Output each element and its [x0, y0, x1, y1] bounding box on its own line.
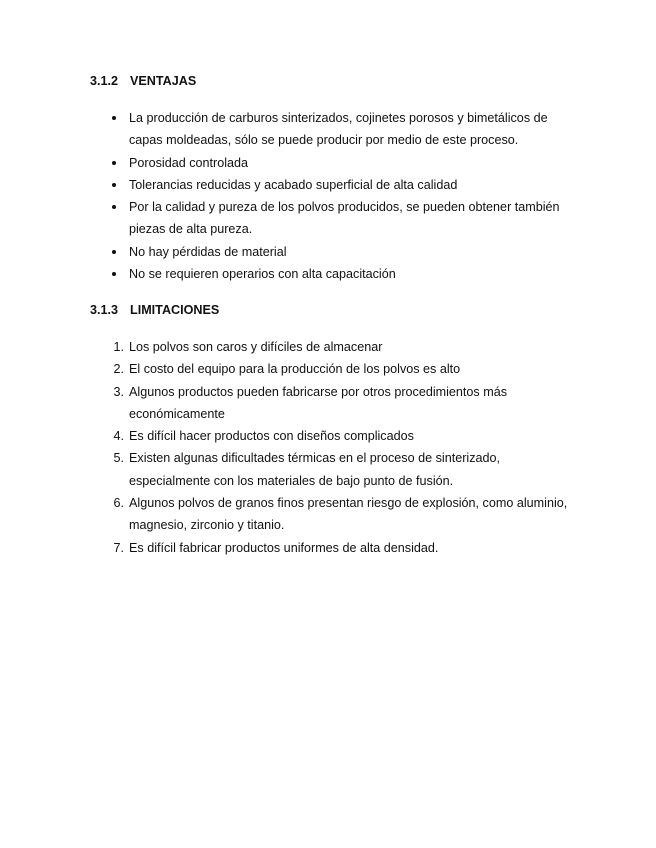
list-item-text: La producción de carburos sinterizados, cojinetes porosos y bimetálicos de capas moldeadas, sólo se puede producir por medio de este proceso. — [129, 111, 548, 148]
section-title: VENTAJAS — [130, 74, 197, 88]
list-item — [0, 152, 569, 174]
section-heading-limitaciones — [90, 303, 219, 317]
list-item — [0, 196, 569, 241]
list-item — [0, 381, 569, 426]
list-item-text: Algunos polvos de granos finos presentan riesgo de explosión, como aluminio, magnesio, zirconio y titanio. — [129, 496, 568, 533]
list-item-text: Es difícil hacer productos con diseños complicados — [129, 429, 414, 444]
section-heading-ventajas — [90, 74, 196, 88]
list-item — [0, 174, 569, 196]
ventajas-bullet-list — [0, 107, 656, 285]
bullet-icon — [112, 272, 116, 276]
bullet-icon — [112, 161, 116, 165]
section-number: 3.1.3 — [90, 303, 119, 317]
list-item-text: Por la calidad y pureza de los polvos producidos, se pueden obtener también piezas de alta pureza. — [129, 200, 560, 237]
list-item — [0, 107, 569, 152]
bullet-icon — [112, 116, 116, 120]
list-item-text: Porosidad controlada — [129, 155, 249, 170]
list-item — [0, 447, 569, 492]
bullet-icon — [112, 205, 116, 209]
list-item-number: 1. — [113, 340, 124, 354]
list-item — [0, 336, 569, 358]
section-title: LIMITACIONES — [130, 303, 220, 317]
list-item-text: Tolerancias reducidas y acabado superficial de alta calidad — [129, 177, 458, 192]
list-item-number: 5. — [113, 451, 124, 466]
bullet-icon — [112, 250, 116, 254]
bullet-icon — [112, 183, 116, 187]
section-number: 3.1.2 — [90, 74, 119, 88]
list-item — [0, 537, 569, 559]
list-item-text: No hay pérdidas de material — [129, 244, 287, 259]
list-item-text: No se requieren operarios con alta capacitación — [129, 267, 396, 282]
list-item-text: El costo del equipo para la producción de los polvos es alto — [129, 362, 461, 377]
list-item-number: 2. — [113, 362, 124, 377]
limitaciones-numbered-list — [0, 336, 656, 559]
list-item — [0, 241, 569, 263]
list-item — [0, 263, 569, 285]
list-item-number: 6. — [113, 496, 124, 511]
list-item — [0, 492, 569, 537]
list-item-text: Los polvos son caros y difíciles de almacenar — [129, 340, 383, 354]
list-item-number: 3. — [113, 384, 124, 399]
list-item-number: 4. — [113, 429, 124, 444]
list-item — [0, 425, 569, 447]
list-item-text: Es difícil fabricar productos uniformes de alta densidad. — [129, 540, 439, 555]
list-item — [0, 358, 569, 380]
list-item-text: Existen algunas dificultades térmicas en el proceso de sinterizado, especialmente con los materiales de bajo punto de fusión. — [129, 451, 501, 488]
list-item-text: Algunos productos pueden fabricarse por otros procedimientos más económicamente — [129, 384, 508, 421]
list-item-number: 7. — [113, 540, 124, 555]
